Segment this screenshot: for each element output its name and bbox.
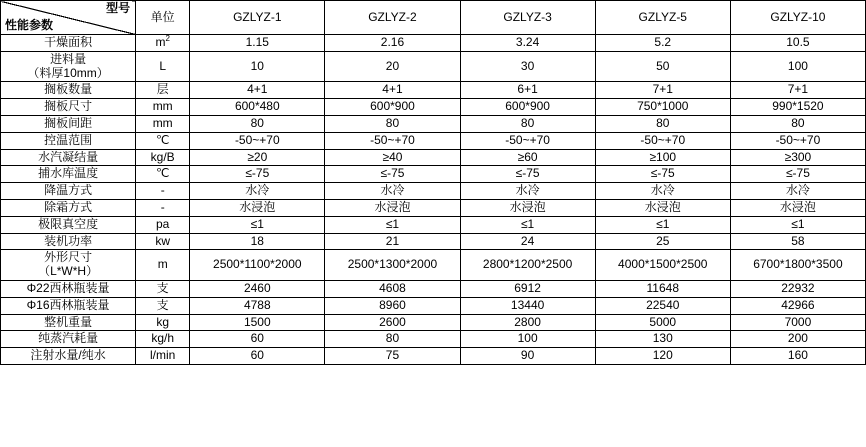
value-cell: 22540 bbox=[595, 297, 730, 314]
value-cell: 42966 bbox=[730, 297, 865, 314]
param-label: Φ22西林瓶装量 bbox=[1, 280, 136, 297]
param-label: 降温方式 bbox=[1, 183, 136, 200]
param-label: 水汽凝结量 bbox=[1, 149, 136, 166]
value-cell: ≤-75 bbox=[190, 166, 325, 183]
param-label-line2: （L*W*H） bbox=[38, 264, 99, 279]
table-row bbox=[1, 166, 866, 183]
value-cell: 750*1000 bbox=[595, 99, 730, 116]
value-cell: 4000*1500*2500 bbox=[595, 250, 730, 281]
value-cell: 水冷 bbox=[190, 183, 325, 200]
value-cell: 25 bbox=[595, 233, 730, 250]
unit-cell: 层 bbox=[136, 82, 190, 99]
corner-param-label: 性能参数 bbox=[5, 18, 54, 33]
value-cell: 5000 bbox=[595, 314, 730, 331]
param-label bbox=[1, 250, 136, 281]
value-cell: 6700*1800*3500 bbox=[730, 250, 865, 281]
value-cell: 1.15 bbox=[190, 35, 325, 52]
model-header-4: GZLYZ-5 bbox=[595, 1, 730, 35]
value-cell: 2500*1100*2000 bbox=[190, 250, 325, 281]
value-cell: -50~+70 bbox=[730, 132, 865, 149]
value-cell: ≥60 bbox=[460, 149, 595, 166]
value-cell: 80 bbox=[730, 115, 865, 132]
value-cell: 水冷 bbox=[595, 183, 730, 200]
value-cell: 2800*1200*2500 bbox=[460, 250, 595, 281]
value-cell: 水冷 bbox=[460, 183, 595, 200]
value-cell: 50 bbox=[595, 51, 730, 82]
value-cell: 100 bbox=[460, 331, 595, 348]
unit-cell: l/min bbox=[136, 348, 190, 365]
value-cell: 11648 bbox=[595, 280, 730, 297]
value-cell: 水浸泡 bbox=[595, 199, 730, 216]
value-cell: 水浸泡 bbox=[460, 199, 595, 216]
value-cell: 20 bbox=[325, 51, 460, 82]
value-cell: 7+1 bbox=[730, 82, 865, 99]
table-row bbox=[1, 280, 866, 297]
unit-cell: 支 bbox=[136, 280, 190, 297]
value-cell: ≤1 bbox=[595, 216, 730, 233]
unit-cell: mm bbox=[136, 115, 190, 132]
param-label: 搁板数量 bbox=[1, 82, 136, 99]
value-cell: ≤1 bbox=[190, 216, 325, 233]
param-label: 装机功率 bbox=[1, 233, 136, 250]
value-cell: 80 bbox=[460, 115, 595, 132]
unit-cell: kg/h bbox=[136, 331, 190, 348]
value-cell: -50~+70 bbox=[190, 132, 325, 149]
value-cell: 24 bbox=[460, 233, 595, 250]
value-cell: 30 bbox=[460, 51, 595, 82]
value-cell: ≤-75 bbox=[730, 166, 865, 183]
corner-model-label: 型号 bbox=[106, 1, 131, 15]
value-cell: 6912 bbox=[460, 280, 595, 297]
value-cell: 100 bbox=[730, 51, 865, 82]
value-cell: 4+1 bbox=[325, 82, 460, 99]
value-cell: 600*900 bbox=[460, 99, 595, 116]
value-cell: ≥40 bbox=[325, 149, 460, 166]
value-cell: 水冷 bbox=[730, 183, 865, 200]
param-label: 搁板尺寸 bbox=[1, 99, 136, 116]
value-cell: 水浸泡 bbox=[190, 199, 325, 216]
value-cell: 160 bbox=[730, 348, 865, 365]
value-cell: 120 bbox=[595, 348, 730, 365]
unit-cell: $m^2$ bbox=[136, 35, 190, 52]
value-cell: 7000 bbox=[730, 314, 865, 331]
table-row bbox=[1, 331, 866, 348]
model-header-2: GZLYZ-2 bbox=[325, 1, 460, 35]
value-cell: ≤-75 bbox=[595, 166, 730, 183]
table-row bbox=[1, 216, 866, 233]
model-header-5: GZLYZ-10 bbox=[730, 1, 865, 35]
value-cell: 60 bbox=[190, 331, 325, 348]
value-cell: 水冷 bbox=[325, 183, 460, 200]
value-cell: 60 bbox=[190, 348, 325, 365]
param-label: 整机重量 bbox=[1, 314, 136, 331]
value-cell: 80 bbox=[190, 115, 325, 132]
value-cell: 90 bbox=[460, 348, 595, 365]
param-label-line2: （料厚10mm） bbox=[27, 65, 109, 80]
unit-cell: L bbox=[136, 51, 190, 82]
unit-cell: kg/B bbox=[136, 149, 190, 166]
value-cell: -50~+70 bbox=[595, 132, 730, 149]
value-cell: ≥300 bbox=[730, 149, 865, 166]
value-cell: 600*480 bbox=[190, 99, 325, 116]
value-cell: 2460 bbox=[190, 280, 325, 297]
value-cell: 200 bbox=[730, 331, 865, 348]
table-row bbox=[1, 132, 866, 149]
table-row bbox=[1, 149, 866, 166]
table-row bbox=[1, 250, 866, 281]
unit-cell: ℃ bbox=[136, 166, 190, 183]
value-cell: ≤-75 bbox=[460, 166, 595, 183]
value-cell: 2800 bbox=[460, 314, 595, 331]
table-row bbox=[1, 51, 866, 82]
value-cell: 2500*1300*2000 bbox=[325, 250, 460, 281]
table-row bbox=[1, 99, 866, 116]
param-label-line1: 外形尺寸 bbox=[44, 250, 93, 265]
unit-cell: 支 bbox=[136, 297, 190, 314]
unit-cell: ℃ bbox=[136, 132, 190, 149]
unit-cell: - bbox=[136, 183, 190, 200]
value-cell: 80 bbox=[325, 115, 460, 132]
unit-cell: kg bbox=[136, 314, 190, 331]
param-label: 捕水库温度 bbox=[1, 166, 136, 183]
table-row bbox=[1, 314, 866, 331]
value-cell: 3.24 bbox=[460, 35, 595, 52]
table-row bbox=[1, 233, 866, 250]
value-cell: 80 bbox=[595, 115, 730, 132]
value-cell: 5.2 bbox=[595, 35, 730, 52]
table-row bbox=[1, 183, 866, 200]
value-cell: 22932 bbox=[730, 280, 865, 297]
value-cell: 4788 bbox=[190, 297, 325, 314]
value-cell: 58 bbox=[730, 233, 865, 250]
value-cell: ≤-75 bbox=[325, 166, 460, 183]
param-label: 纯蒸汽耗量 bbox=[1, 331, 136, 348]
value-cell: ≥20 bbox=[190, 149, 325, 166]
value-cell: 18 bbox=[190, 233, 325, 250]
param-label: Φ16西林瓶装量 bbox=[1, 297, 136, 314]
table-header-row bbox=[1, 1, 866, 35]
value-cell: 2.16 bbox=[325, 35, 460, 52]
value-cell: 8960 bbox=[325, 297, 460, 314]
param-label: 搁板间距 bbox=[1, 115, 136, 132]
model-header-3: GZLYZ-3 bbox=[460, 1, 595, 35]
value-cell: -50~+70 bbox=[460, 132, 595, 149]
unit-cell: kw bbox=[136, 233, 190, 250]
value-cell: ≤1 bbox=[730, 216, 865, 233]
unit-column-header: 单位 bbox=[136, 1, 190, 35]
table-row bbox=[1, 35, 866, 52]
unit-cell: m bbox=[136, 250, 190, 281]
value-cell: 10.5 bbox=[730, 35, 865, 52]
value-cell: 4+1 bbox=[190, 82, 325, 99]
model-header-1: GZLYZ-1 bbox=[190, 1, 325, 35]
table-row bbox=[1, 348, 866, 365]
value-cell: 990*1520 bbox=[730, 99, 865, 116]
value-cell: 10 bbox=[190, 51, 325, 82]
table-row bbox=[1, 199, 866, 216]
param-label bbox=[1, 51, 136, 82]
unit-superscript: 2 bbox=[165, 34, 170, 43]
param-label: 极限真空度 bbox=[1, 216, 136, 233]
value-cell: 600*900 bbox=[325, 99, 460, 116]
value-cell: 2600 bbox=[325, 314, 460, 331]
value-cell: 75 bbox=[325, 348, 460, 365]
value-cell: 6+1 bbox=[460, 82, 595, 99]
unit-cell: - bbox=[136, 199, 190, 216]
value-cell: 4608 bbox=[325, 280, 460, 297]
value-cell: 水浸泡 bbox=[325, 199, 460, 216]
unit-cell: pa bbox=[136, 216, 190, 233]
param-label-line1: 进料量 bbox=[50, 51, 87, 66]
value-cell: 1500 bbox=[190, 314, 325, 331]
corner-header-cell bbox=[1, 1, 136, 35]
table-row bbox=[1, 115, 866, 132]
value-cell: 7+1 bbox=[595, 82, 730, 99]
value-cell: ≥100 bbox=[595, 149, 730, 166]
value-cell: 水浸泡 bbox=[730, 199, 865, 216]
value-cell: ≤1 bbox=[460, 216, 595, 233]
value-cell: -50~+70 bbox=[325, 132, 460, 149]
value-cell: 13440 bbox=[460, 297, 595, 314]
table-row bbox=[1, 82, 866, 99]
value-cell: 80 bbox=[325, 331, 460, 348]
table-row bbox=[1, 297, 866, 314]
unit-cell: mm bbox=[136, 99, 190, 116]
param-label: 控温范围 bbox=[1, 132, 136, 149]
param-label: 注射水量/纯水 bbox=[1, 348, 136, 365]
value-cell: 21 bbox=[325, 233, 460, 250]
param-label: 除霜方式 bbox=[1, 199, 136, 216]
value-cell: 130 bbox=[595, 331, 730, 348]
value-cell: ≤1 bbox=[325, 216, 460, 233]
param-label: 干燥面积 bbox=[1, 35, 136, 52]
